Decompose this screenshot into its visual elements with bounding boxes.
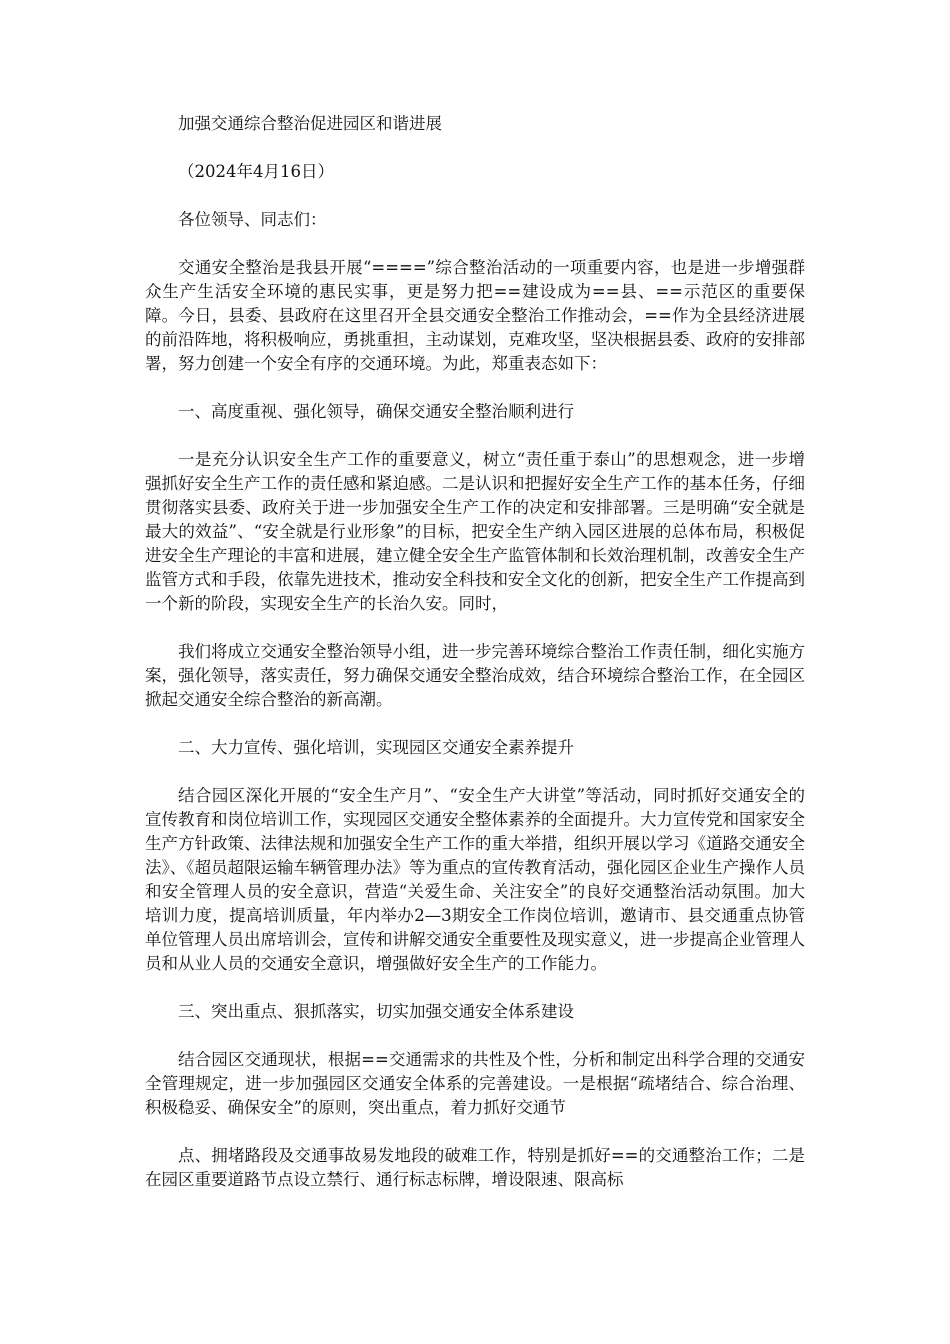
section-heading: 一、高度重视、强化领导，确保交通安全整治顺利进行: [178, 402, 574, 421]
section-heading: 二、大力宣传、强化培训，实现园区交通安全素养提升: [178, 738, 574, 757]
salutation: 各位领导、同志们：: [178, 210, 327, 229]
document-title: 加强交通综合整治促进园区和谐进展: [178, 114, 442, 133]
document-page: [145, 112, 805, 1216]
document-date: （2024年4月16日）: [178, 162, 334, 181]
body-paragraph: 我们将成立交通安全整治领导小组，进一步完善环境综合整治工作责任制，细化实施方案，强化领导，落实责任，努力确保交通安全整治成效，结合环境综合整治工作，在全园区掀起交通安全综合整治的新高潮。: [145, 642, 805, 709]
section-heading: 三、突出重点、狠抓落实，切实加强交通安全体系建设: [178, 1002, 574, 1021]
body-paragraph: 点、拥堵路段及交通事故易发地段的破难工作，特别是抓好==的交通整治工作；二是在园区重要道路节点设立禁行、通行标志标牌，增设限速、限高标: [145, 1146, 805, 1189]
body-paragraph: 结合园区深化开展的“安全生产月”、“安全生产大讲堂”等活动，同时抓好交通安全的宣传教育和岗位培训工作，实现园区交通安全整体素养的全面提升。大力宣传党和国家安全生产方针政策、法律法规和加强安全生产工作的重大举措，组织开展以学习《道路交通安全法》、《超员超限运输车辆管理办法》等为重点的宣传教育活动，强化园区企业生产操作人员和安全管理人员的安全意识，营造“关爱生命、关注安全”的良好交通整治活动氛围。加大培训力度，提高培训质量，年内举办2—3期安全工作岗位培训，邀请市、县交通重点协管单位管理人员出席培训会，宣传和讲解交通安全重要性及现实意义，进一步提高企业管理人员和从业人员的交通安全意识，增强做好安全生产的工作能力。: [145, 786, 805, 973]
body-paragraph: 一是充分认识安全生产工作的重要意义，树立“责任重于泰山”的思想观念，进一步增强抓好安全生产工作的责任感和紧迫感。二是认识和把握好安全生产工作的基本任务，仔细贯彻落实县委、政府关于进一步加强安全生产工作的决定和安排部署。三是明确“安全就是最大的效益”、“安全就是行业形象”的目标，把安全生产纳入园区进展的总体布局，积极促进安全生产理论的丰富和进展，建立健全安全生产监管体制和长效治理机制，改善安全生产监管方式和手段，依靠先进技术，推动安全科技和安全文化的创新，把安全生产工作提高到一个新的阶段，实现安全生产的长治久安。同时，: [145, 450, 805, 613]
body-paragraph: 结合园区交通现状，根据==交通需求的共性及个性，分析和制定出科学合理的交通安全管理规定，进一步加强园区交通安全体系的完善建设。一是根据“疏堵结合、综合治理、积极稳妥、确保安全”的原则，突出重点，着力抓好交通节: [145, 1050, 805, 1117]
body-paragraph: 交通安全整治是我县开展“====”综合整治活动的一项重要内容，也是进一步增强群众生产生活安全环境的惠民实事，更是努力把==建设成为==县、==示范区的重要保障。今日，县委、县政府在这里召开全县交通安全整治工作推动会，==作为全县经济进展的前沿阵地，将积极响应，勇挑重担，主动谋划，克难攻坚，坚决根据县委、政府的安排部署，努力创建一个安全有序的交通环境。为此，郑重表态如下：: [145, 258, 805, 373]
